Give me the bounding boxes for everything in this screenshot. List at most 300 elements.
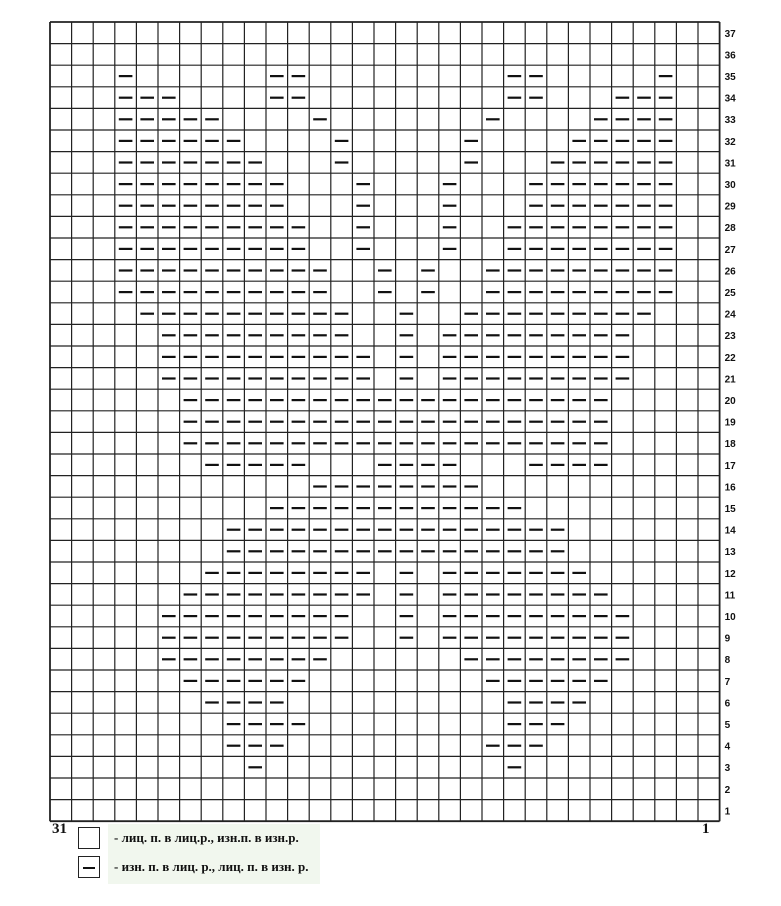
purl-dash bbox=[378, 399, 392, 401]
purl-dash bbox=[551, 464, 565, 466]
purl-dash bbox=[551, 701, 565, 703]
row-number-label: 25 bbox=[724, 288, 736, 299]
purl-dash bbox=[335, 593, 349, 595]
purl-dash bbox=[184, 593, 198, 595]
purl-dash bbox=[529, 680, 543, 682]
purl-dash bbox=[270, 464, 284, 466]
purl-dash bbox=[443, 334, 457, 336]
purl-dash bbox=[119, 291, 133, 293]
purl-dash bbox=[443, 226, 457, 228]
purl-dash bbox=[162, 313, 176, 315]
purl-dash bbox=[184, 248, 198, 250]
purl-dash bbox=[572, 356, 586, 358]
purl-dash bbox=[400, 572, 414, 574]
purl-dash bbox=[205, 615, 219, 617]
purl-dash bbox=[529, 637, 543, 639]
purl-dash bbox=[572, 421, 586, 423]
purl-dash bbox=[292, 529, 306, 531]
purl-dash bbox=[270, 615, 284, 617]
purl-dash bbox=[659, 183, 673, 185]
purl-dash bbox=[140, 140, 154, 142]
purl-dash bbox=[227, 226, 241, 228]
purl-dash bbox=[464, 334, 478, 336]
purl-dash bbox=[356, 183, 370, 185]
purl-dash bbox=[205, 421, 219, 423]
purl-dash bbox=[443, 356, 457, 358]
purl-dash bbox=[659, 118, 673, 120]
purl-dash bbox=[248, 572, 262, 574]
purl-dash bbox=[119, 97, 133, 99]
row-number-labels bbox=[725, 29, 737, 818]
purl-dash bbox=[292, 248, 306, 250]
purl-dash bbox=[313, 313, 327, 315]
purl-dash bbox=[140, 313, 154, 315]
purl-dash bbox=[551, 334, 565, 336]
purl-dash bbox=[184, 356, 198, 358]
purl-dash bbox=[335, 485, 349, 487]
purl-dash bbox=[313, 593, 327, 595]
purl-dash bbox=[529, 421, 543, 423]
purl-dash bbox=[205, 248, 219, 250]
purl-dash bbox=[616, 658, 630, 660]
purl-dash bbox=[551, 723, 565, 725]
purl-dash bbox=[162, 356, 176, 358]
purl-dash bbox=[270, 701, 284, 703]
purl-dash bbox=[529, 658, 543, 660]
purl-dash bbox=[227, 377, 241, 379]
purl-dash bbox=[572, 334, 586, 336]
purl-dash bbox=[508, 75, 522, 77]
purl-dash bbox=[205, 680, 219, 682]
purl-dash bbox=[486, 745, 500, 747]
purl-dash bbox=[270, 183, 284, 185]
purl-dash bbox=[508, 226, 522, 228]
purl-dash bbox=[162, 205, 176, 207]
purl-dash bbox=[270, 356, 284, 358]
purl-dash bbox=[313, 356, 327, 358]
row-number-label: 12 bbox=[724, 568, 736, 580]
purl-dash bbox=[227, 745, 241, 747]
purl-dash bbox=[162, 291, 176, 293]
purl-dash bbox=[378, 550, 392, 552]
purl-dash bbox=[205, 313, 219, 315]
purl-dash bbox=[378, 291, 392, 293]
purl-dash bbox=[572, 377, 586, 379]
left-column-label: 31 bbox=[52, 821, 67, 837]
purl-dash bbox=[637, 140, 651, 142]
purl-dash bbox=[594, 421, 608, 423]
purl-dash bbox=[572, 701, 586, 703]
purl-dash bbox=[464, 593, 478, 595]
purl-dash bbox=[140, 118, 154, 120]
purl-dash bbox=[464, 140, 478, 142]
purl-dash bbox=[400, 485, 414, 487]
purl-dash bbox=[508, 248, 522, 250]
purl-dash bbox=[659, 248, 673, 250]
purl-dash bbox=[508, 529, 522, 531]
purl-dash bbox=[443, 183, 457, 185]
purl-dash bbox=[248, 226, 262, 228]
purl-dash bbox=[551, 615, 565, 617]
purl-dash bbox=[594, 291, 608, 293]
purl-dash bbox=[356, 356, 370, 358]
purl-dash bbox=[205, 658, 219, 660]
purl-dash bbox=[292, 550, 306, 552]
purl-dash bbox=[529, 75, 543, 77]
purl-dash bbox=[486, 356, 500, 358]
row-number-label: 9 bbox=[724, 633, 731, 645]
purl-dash bbox=[616, 334, 630, 336]
purl-dash bbox=[551, 550, 565, 552]
purl-dash bbox=[119, 226, 133, 228]
purl-dash bbox=[551, 442, 565, 444]
purl-dash bbox=[529, 248, 543, 250]
purl-dash bbox=[356, 485, 370, 487]
purl-dash bbox=[270, 745, 284, 747]
purl-dash bbox=[551, 248, 565, 250]
purl-dash bbox=[184, 680, 198, 682]
purl-dash bbox=[119, 269, 133, 271]
purl-dash bbox=[162, 97, 176, 99]
purl-dash bbox=[572, 226, 586, 228]
purl-dash bbox=[486, 572, 500, 574]
purl-dash bbox=[205, 464, 219, 466]
purl-dash bbox=[270, 723, 284, 725]
legend-item-purl bbox=[78, 853, 309, 881]
purl-dash bbox=[508, 399, 522, 401]
purl-dash bbox=[313, 658, 327, 660]
purl-dash bbox=[551, 421, 565, 423]
purl-dash bbox=[443, 550, 457, 552]
purl-dash bbox=[594, 637, 608, 639]
purl-dash bbox=[637, 183, 651, 185]
purl-dash bbox=[486, 442, 500, 444]
purl-dash bbox=[140, 269, 154, 271]
row-number-label: 8 bbox=[724, 655, 731, 667]
purl-dash bbox=[486, 421, 500, 423]
purl-dash bbox=[443, 464, 457, 466]
purl-dash bbox=[529, 97, 543, 99]
purl-dash bbox=[356, 399, 370, 401]
purl-dash bbox=[335, 615, 349, 617]
purl-dash bbox=[205, 291, 219, 293]
purl-dash bbox=[616, 377, 630, 379]
purl-dash bbox=[184, 291, 198, 293]
purl-dash bbox=[292, 97, 306, 99]
purl-dash bbox=[529, 269, 543, 271]
purl-dash bbox=[421, 291, 435, 293]
purl-dash bbox=[400, 529, 414, 531]
purl-dash bbox=[594, 140, 608, 142]
purl-dash bbox=[464, 313, 478, 315]
purl-dash bbox=[637, 248, 651, 250]
purl-dash bbox=[551, 313, 565, 315]
row-number-label: 23 bbox=[724, 331, 736, 343]
purl-dash bbox=[270, 658, 284, 660]
purl-dash bbox=[205, 377, 219, 379]
purl-dash bbox=[421, 485, 435, 487]
purl-dash bbox=[184, 377, 198, 379]
purl-dash bbox=[356, 421, 370, 423]
purl-dash bbox=[184, 399, 198, 401]
purl-dash bbox=[248, 205, 262, 207]
purl-dash bbox=[464, 615, 478, 617]
purl-dash bbox=[659, 161, 673, 163]
purl-dash bbox=[270, 399, 284, 401]
purl-dash bbox=[248, 745, 262, 747]
purl-dash bbox=[508, 442, 522, 444]
purl-dash bbox=[508, 291, 522, 293]
purl-dash bbox=[572, 248, 586, 250]
purl-dash bbox=[356, 226, 370, 228]
row-number-label: 4 bbox=[724, 741, 731, 753]
row-number-label: 11 bbox=[724, 590, 736, 602]
purl-dash bbox=[572, 183, 586, 185]
purl-dash bbox=[335, 421, 349, 423]
purl-dash bbox=[292, 507, 306, 509]
purl-dash bbox=[529, 593, 543, 595]
purl-dash bbox=[248, 356, 262, 358]
purl-dash bbox=[184, 442, 198, 444]
purl-dash bbox=[464, 637, 478, 639]
purl-dash bbox=[551, 529, 565, 531]
purl-dash bbox=[227, 140, 241, 142]
purl-dash bbox=[313, 377, 327, 379]
purl-dash bbox=[227, 442, 241, 444]
purl-dash bbox=[616, 637, 630, 639]
purl-dash bbox=[443, 421, 457, 423]
purl-dash bbox=[551, 161, 565, 163]
purl-dash bbox=[486, 593, 500, 595]
purl-dash bbox=[594, 593, 608, 595]
purl-dash bbox=[184, 140, 198, 142]
purl-dash bbox=[616, 291, 630, 293]
purl-dash bbox=[529, 442, 543, 444]
purl-dash bbox=[486, 615, 500, 617]
purl-dash bbox=[205, 701, 219, 703]
purl-dash bbox=[335, 572, 349, 574]
purl-dash bbox=[227, 269, 241, 271]
purl-dash bbox=[421, 464, 435, 466]
purl-dash bbox=[637, 97, 651, 99]
purl-dash bbox=[616, 356, 630, 358]
purl-dash bbox=[119, 183, 133, 185]
purl-dash bbox=[572, 615, 586, 617]
purl-dash bbox=[248, 766, 262, 768]
purl-dash bbox=[551, 637, 565, 639]
purl-dash bbox=[464, 377, 478, 379]
purl-dash bbox=[572, 140, 586, 142]
purl-dash bbox=[184, 658, 198, 660]
legend-item-knit bbox=[78, 824, 299, 852]
purl-dash bbox=[227, 658, 241, 660]
purl-dash bbox=[486, 637, 500, 639]
row-number-label: 2 bbox=[724, 784, 731, 796]
purl-dash bbox=[551, 356, 565, 358]
purl-dash bbox=[205, 637, 219, 639]
purl-dash bbox=[529, 205, 543, 207]
row-number-label: 15 bbox=[724, 504, 736, 515]
purl-dash bbox=[227, 161, 241, 163]
purl-dash bbox=[551, 291, 565, 293]
purl-dash bbox=[572, 291, 586, 293]
purl-dash bbox=[162, 615, 176, 617]
purl-dash bbox=[313, 550, 327, 552]
purl-dash bbox=[551, 593, 565, 595]
purl-dash bbox=[356, 377, 370, 379]
purl-dash bbox=[464, 399, 478, 401]
purl-dash bbox=[400, 421, 414, 423]
purl-dash bbox=[270, 313, 284, 315]
purl-dash bbox=[205, 140, 219, 142]
purl-dash bbox=[529, 291, 543, 293]
row-number-label: 20 bbox=[724, 396, 736, 407]
purl-dash bbox=[529, 723, 543, 725]
row-number-label: 1 bbox=[724, 806, 731, 818]
purl-dash bbox=[140, 97, 154, 99]
purl-dash bbox=[356, 550, 370, 552]
purl-dash bbox=[292, 572, 306, 574]
purl-dash bbox=[508, 701, 522, 703]
purl-dash bbox=[594, 680, 608, 682]
purl-dash bbox=[421, 507, 435, 509]
purl-dash bbox=[270, 291, 284, 293]
purl-dash bbox=[572, 161, 586, 163]
purl-dash bbox=[659, 291, 673, 293]
legend-knit-text: - лиц. п. в лиц.р., изн.п. в изн.р. bbox=[114, 830, 299, 845]
purl-dash bbox=[292, 680, 306, 682]
purl-dash bbox=[270, 226, 284, 228]
row-number-label: 5 bbox=[724, 720, 731, 731]
purl-dash bbox=[162, 248, 176, 250]
purl-dash bbox=[486, 313, 500, 315]
purl-dash bbox=[292, 291, 306, 293]
purl-dash bbox=[356, 593, 370, 595]
row-number-label: 3 bbox=[724, 763, 731, 775]
purl-dash bbox=[162, 140, 176, 142]
purl-dash bbox=[616, 313, 630, 315]
purl-dash bbox=[292, 637, 306, 639]
purl-dash bbox=[508, 550, 522, 552]
purl-dash bbox=[184, 637, 198, 639]
purl-dash bbox=[443, 399, 457, 401]
purl-dash bbox=[572, 205, 586, 207]
purl-dash bbox=[443, 637, 457, 639]
purl-dash bbox=[551, 269, 565, 271]
purl-dash bbox=[464, 356, 478, 358]
purl-dash bbox=[205, 161, 219, 163]
purl-dash bbox=[227, 205, 241, 207]
purl-dash bbox=[205, 205, 219, 207]
purl-dash bbox=[400, 356, 414, 358]
purl-dash bbox=[508, 269, 522, 271]
row-number-label: 21 bbox=[724, 374, 736, 386]
purl-dash bbox=[594, 269, 608, 271]
purl-dash bbox=[335, 399, 349, 401]
purl-dash bbox=[313, 507, 327, 509]
purl-dash bbox=[594, 313, 608, 315]
purl-dash bbox=[162, 226, 176, 228]
row-number-label: 31 bbox=[724, 158, 736, 170]
purl-dash bbox=[227, 593, 241, 595]
purl-dash bbox=[205, 442, 219, 444]
purl-dash bbox=[356, 205, 370, 207]
purl-dash bbox=[162, 658, 176, 660]
purl-dash bbox=[335, 507, 349, 509]
row-number-label: 33 bbox=[724, 115, 736, 127]
purl-dash bbox=[119, 75, 133, 77]
purl-dash bbox=[529, 572, 543, 574]
purl-dash bbox=[443, 615, 457, 617]
purl-dash bbox=[421, 421, 435, 423]
purl-dash bbox=[184, 421, 198, 423]
purl-dash bbox=[464, 572, 478, 574]
purl-dash bbox=[572, 658, 586, 660]
purl-dash bbox=[529, 399, 543, 401]
purl-dash bbox=[205, 356, 219, 358]
row-number-label: 16 bbox=[724, 482, 736, 494]
purl-dash bbox=[313, 334, 327, 336]
purl-dash bbox=[292, 593, 306, 595]
purl-dash bbox=[356, 572, 370, 574]
purl-dash bbox=[594, 334, 608, 336]
purl-dash bbox=[659, 75, 673, 77]
purl-dash bbox=[248, 658, 262, 660]
row-number-label: 13 bbox=[724, 547, 736, 559]
purl-dash bbox=[616, 615, 630, 617]
purl-dash bbox=[313, 637, 327, 639]
purl-dash bbox=[162, 183, 176, 185]
purl-dash bbox=[616, 118, 630, 120]
row-number-label: 30 bbox=[724, 180, 736, 191]
purl-dash bbox=[508, 637, 522, 639]
purl-dash bbox=[227, 313, 241, 315]
purl-dash bbox=[551, 377, 565, 379]
purl-dash bbox=[292, 313, 306, 315]
purl-dash bbox=[119, 161, 133, 163]
purl-dash bbox=[529, 183, 543, 185]
purl-dash bbox=[270, 529, 284, 531]
purl-dash bbox=[162, 269, 176, 271]
purl-dash bbox=[529, 550, 543, 552]
row-number-label: 28 bbox=[724, 223, 736, 235]
purl-dash bbox=[292, 615, 306, 617]
purl-dash bbox=[205, 593, 219, 595]
purl-dash bbox=[335, 140, 349, 142]
purl-dash bbox=[335, 334, 349, 336]
purl-dash bbox=[486, 658, 500, 660]
purl-dash bbox=[616, 97, 630, 99]
purl-dash bbox=[227, 356, 241, 358]
purl-dash bbox=[464, 658, 478, 660]
legend bbox=[78, 824, 378, 886]
purl-dash bbox=[335, 637, 349, 639]
row-number-label: 22 bbox=[724, 352, 736, 364]
purl-dash bbox=[184, 161, 198, 163]
purl-dash bbox=[529, 701, 543, 703]
purl-dash bbox=[378, 442, 392, 444]
purl-dash bbox=[508, 97, 522, 99]
purl-dash bbox=[572, 269, 586, 271]
purl-dash bbox=[205, 572, 219, 574]
purl-dash bbox=[227, 615, 241, 617]
purl-dash bbox=[292, 658, 306, 660]
purl-dash bbox=[464, 161, 478, 163]
purl-dash bbox=[400, 399, 414, 401]
purl-dash bbox=[421, 550, 435, 552]
purl-dash bbox=[292, 464, 306, 466]
purl-dash bbox=[335, 529, 349, 531]
